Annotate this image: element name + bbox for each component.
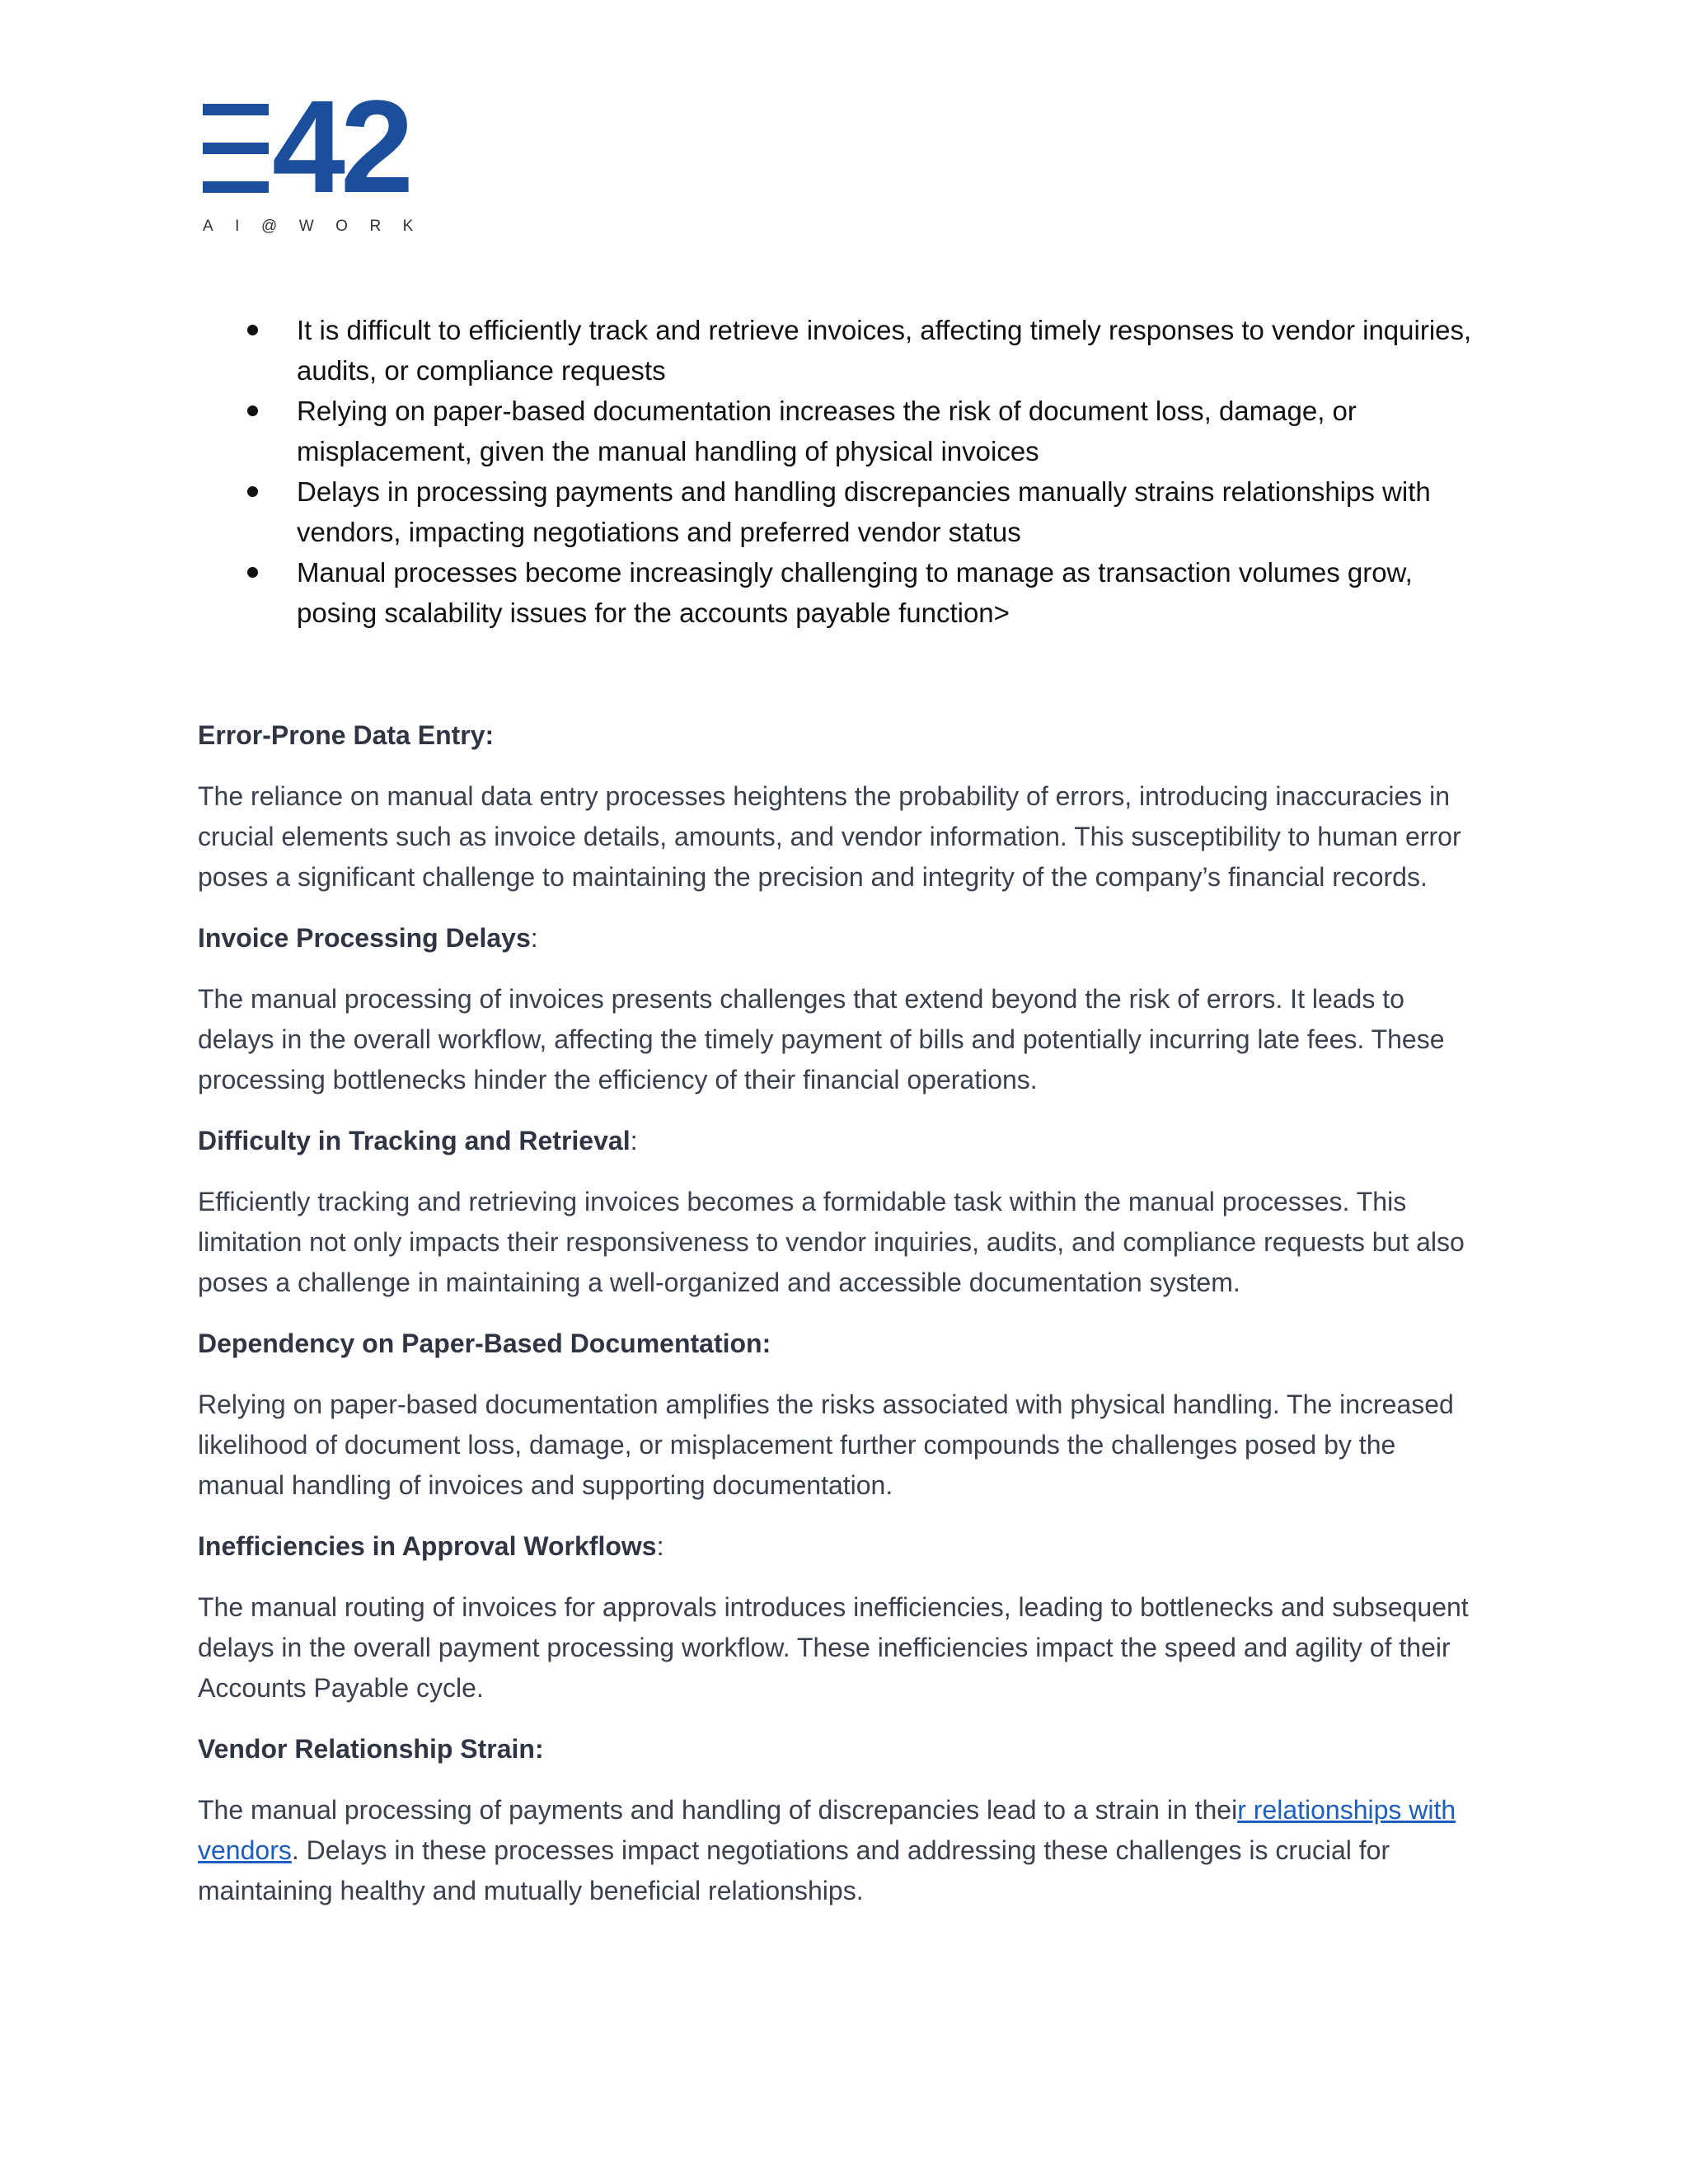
- section-body: The manual routing of invoices for approvals introduces inefficiencies, leading to bottlenecks and subsequent delays in the overall payment processing workflow. These inefficiencies impact the speed and agility of their Accounts Payable cycle.: [198, 1592, 1469, 1703]
- section-approval-workflows: [198, 1526, 1475, 1708]
- section-body: Efficiently tracking and retrieving invoices becomes a formidable task within the manual processes. This limitation not only impacts their responsiveness to vendor inquiries, audits, and compliance requests but also poses a challenge in maintaining a well-organized and accessible documentation system.: [198, 1187, 1465, 1297]
- logo-mark: [203, 73, 425, 220]
- section-heading: Dependency on Paper-Based Documentation:: [198, 1329, 771, 1358]
- e42-logo: [203, 73, 435, 237]
- bullet-icon: [247, 325, 258, 335]
- list-item-text: Delays in processing payments and handling discrepancies manually strains relationships with vendors, impacting negotiations and preferred vendor status: [297, 476, 1431, 547]
- section-error-prone-data-entry: [198, 715, 1475, 898]
- section-invoice-processing-delays: [198, 918, 1475, 1100]
- list-item: [247, 310, 1500, 391]
- vendor-relationships-link[interactable]: r relationships with vendors: [198, 1795, 1456, 1865]
- list-item-text: Manual processes become increasingly challenging to manage as transaction volumes grow, posing scalability issues for the accounts payable function>: [297, 557, 1413, 628]
- bullet-icon: [247, 486, 258, 497]
- logo-bars-glyph: [203, 104, 269, 194]
- section-body: The manual processing of invoices presents challenges that extend beyond the risk of errors. It leads to delays in the overall workflow, affecting the timely payment of bills and potentially incurring late fees. These processing bottlenecks hinder the efficiency of their financial operations.: [198, 984, 1445, 1094]
- section-heading: Inefficiencies in Approval Workflows:: [198, 1531, 664, 1561]
- section-body: The reliance on manual data entry processes heightens the probability of errors, introducing inaccuracies in crucial elements such as invoice details, amounts, and vendor information. This susceptibility to human error poses a significant challenge to maintaining the precision and integrity of the company’s financial records.: [198, 781, 1461, 892]
- section-heading: Vendor Relationship Strain:: [198, 1734, 544, 1764]
- section-heading: Error-Prone Data Entry:: [198, 720, 495, 750]
- list-item: [247, 391, 1500, 471]
- bullet-list: [247, 310, 1500, 633]
- bullet-icon: [247, 405, 258, 416]
- section-vendor-relationship-strain: [198, 1729, 1475, 1911]
- section-body: Relying on paper-based documentation amplifies the risks associated with physical handling. The increased likelihood of document loss, damage, or misplacement further compounds the challenges posed by the manual handling of invoices and supporting documentation.: [198, 1390, 1454, 1500]
- section-body: The manual processing of payments and handling of discrepancies lead to a strain in their relationships with vendors. Delays in these processes impact negotiations and addressing these challenges is crucial for maintaining healthy and mutually beneficial relationships.: [198, 1795, 1456, 1905]
- section-paper-based-documentation: [198, 1324, 1475, 1506]
- challenges-sections: [198, 715, 1475, 1932]
- list-item: [247, 552, 1500, 633]
- logo-tagline: AI@WORK: [203, 218, 435, 235]
- section-heading: Invoice Processing Delays:: [198, 923, 538, 953]
- list-item-text: It is difficult to efficiently track and retrieve invoices, affecting timely responses to vendor inquiries, audits, or compliance requests: [297, 315, 1472, 386]
- section-heading: Difficulty in Tracking and Retrieval:: [198, 1126, 638, 1155]
- section-tracking-and-retrieval: [198, 1121, 1475, 1303]
- bullet-icon: [247, 567, 258, 578]
- logo-number: 42: [272, 73, 409, 220]
- list-item: [247, 471, 1500, 552]
- list-item-text: Relying on paper-based documentation increases the risk of document loss, damage, or misplacement, given the manual handling of physical invoices: [297, 396, 1357, 466]
